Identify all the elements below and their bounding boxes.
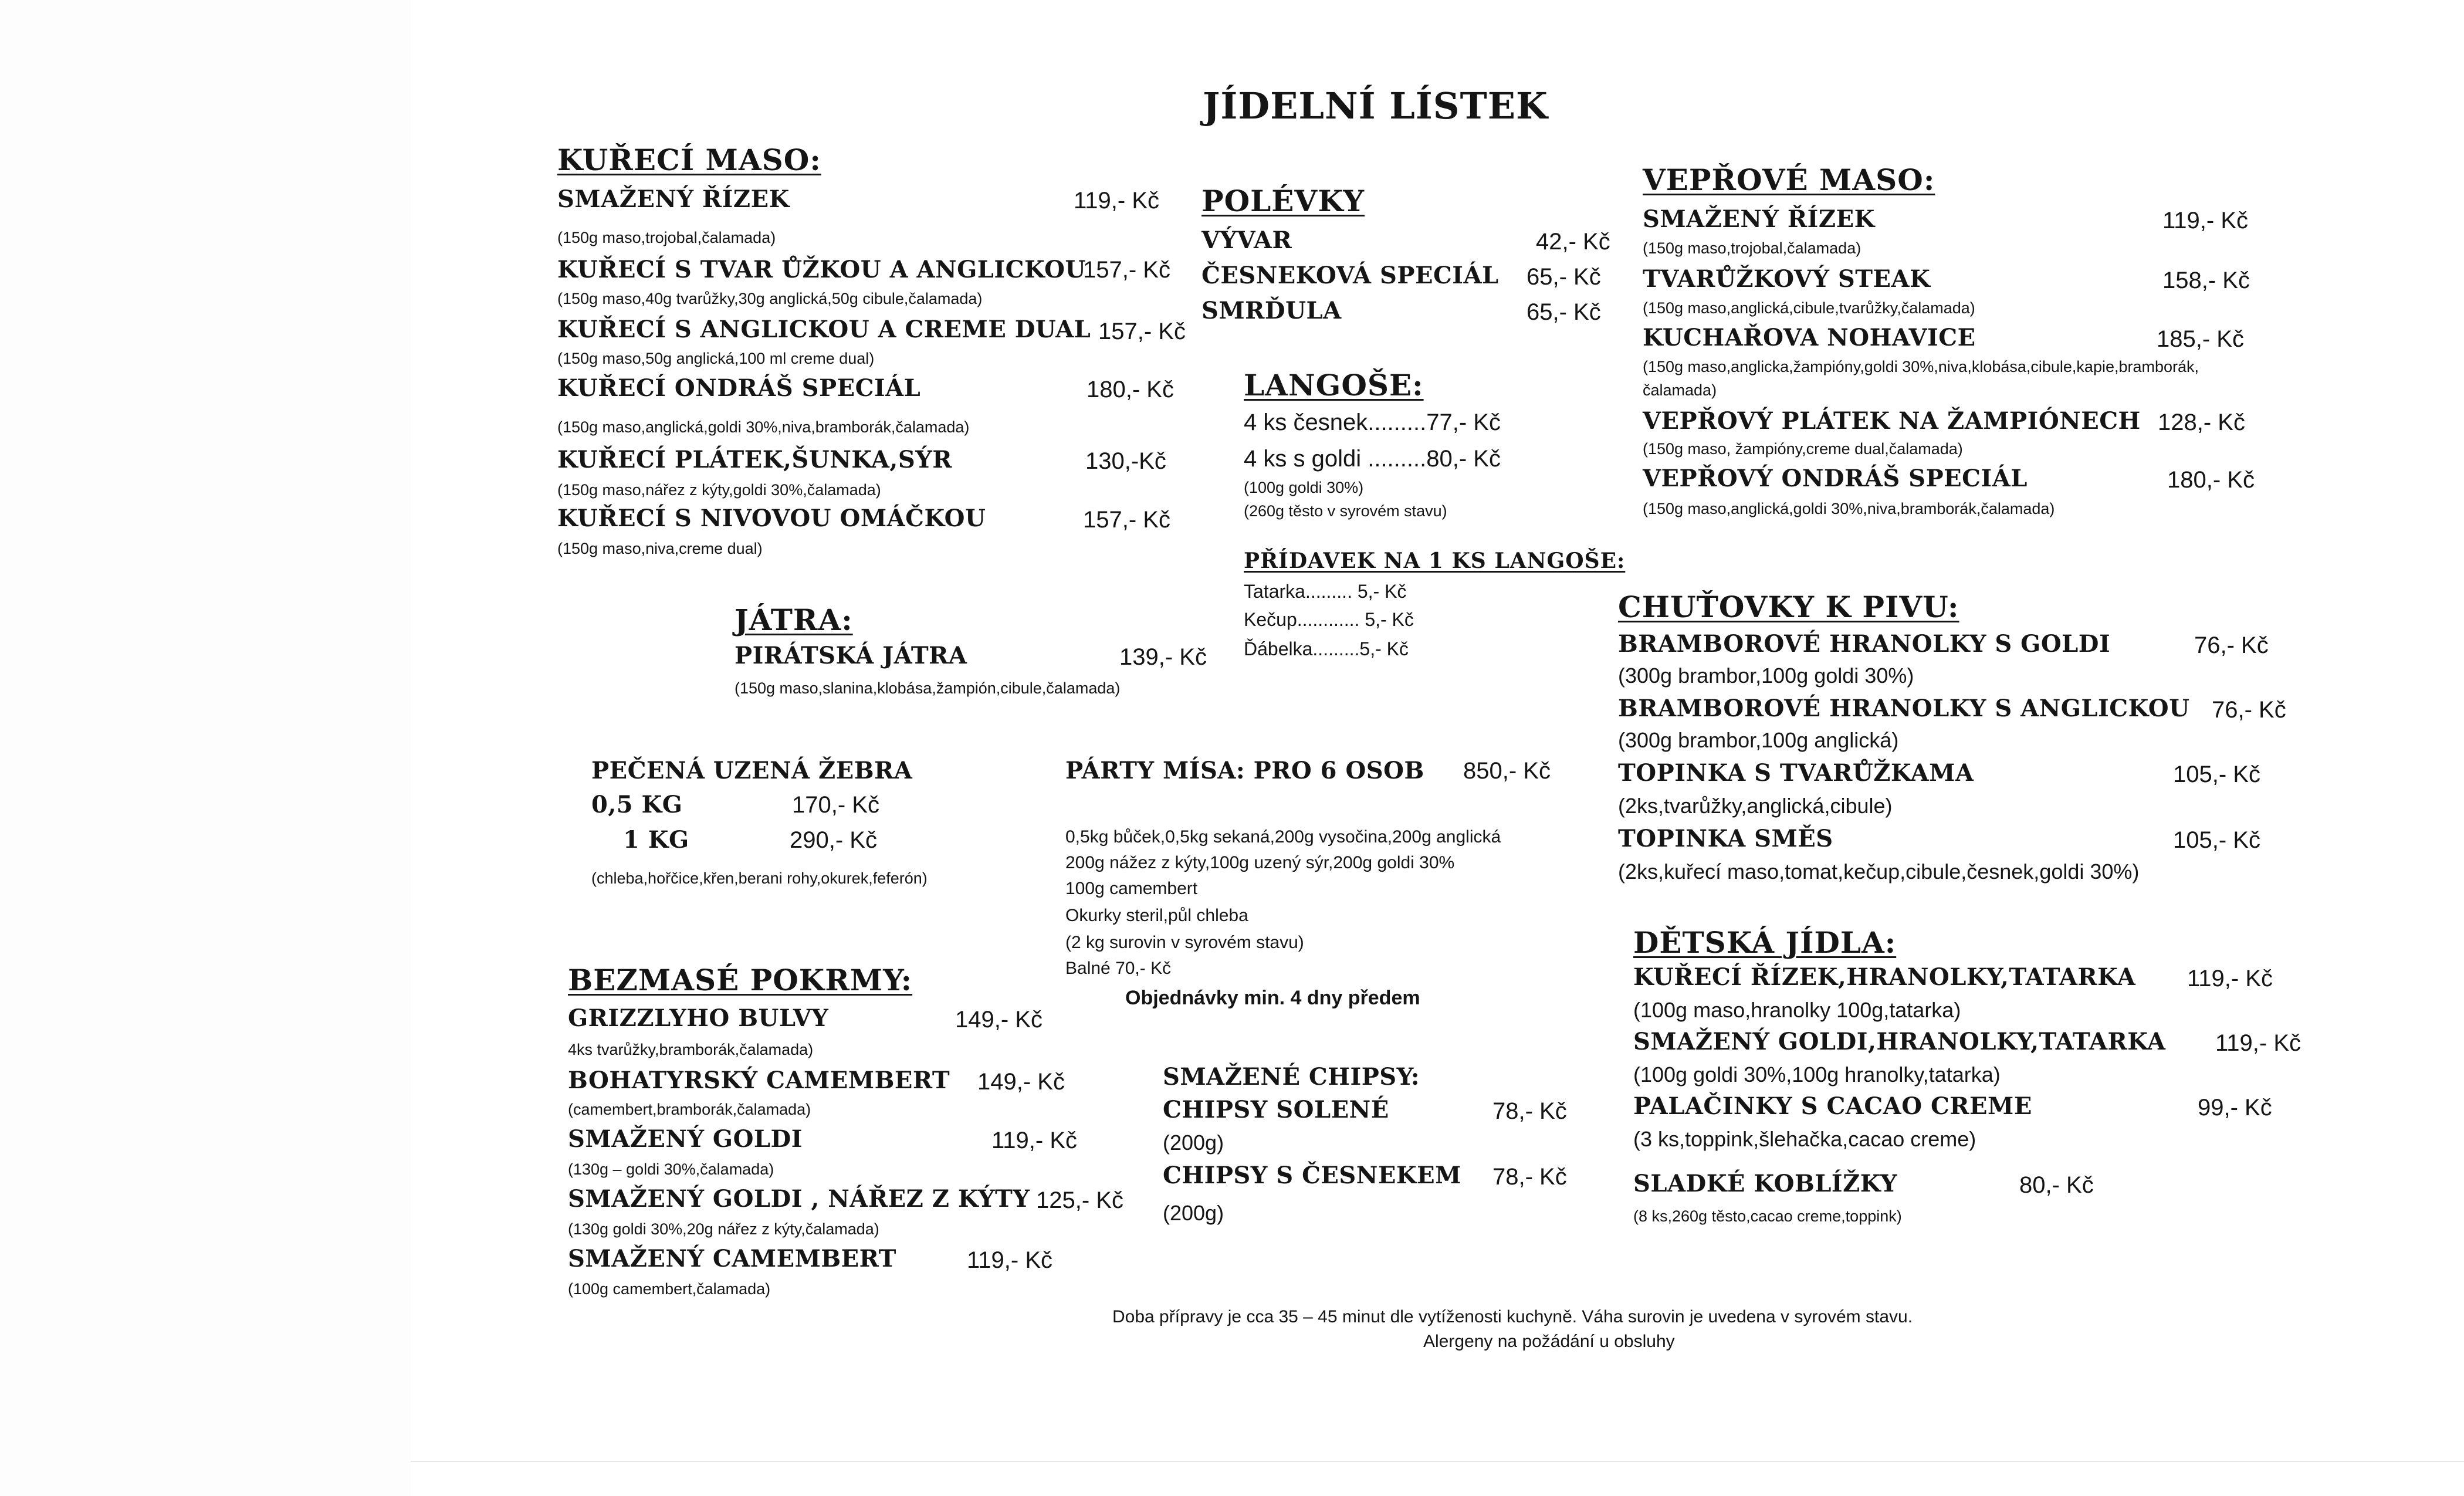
menu-item-name: BOHATYRSKÝ CAMEMBERT (568, 1067, 950, 1094)
section-heading-langose: LANGOŠE: (1244, 368, 1424, 402)
party-line: 200g nážez z kýty,100g uzený sýr,200g goldi 30% (1065, 853, 1455, 872)
menu-item-desc: (150g maso,anglicka,žampióny,goldi 30%,niva,klobása,cibule,kapie,bramborák, (1643, 358, 2199, 375)
menu-item-name: TOPINKA S TVARŮŽKAMA (1618, 759, 1974, 787)
section-heading-zebra: PEČENÁ UZENÁ ŽEBRA (591, 757, 913, 784)
menu-item-price: 78,- Kč (1492, 1164, 1567, 1190)
menu-item-price: 105,- Kč (2173, 761, 2260, 787)
menu-item-name: ČESNEKOVÁ SPECIÁL (1201, 262, 1499, 289)
menu-item-price: 119,- Kč (2215, 1030, 2301, 1056)
menu-item-price: 80,- Kč (2019, 1172, 2094, 1198)
menu-item-name: TVARŮŽKOVÝ STEAK (1643, 265, 1931, 293)
menu-item-price: 157,- Kč (1083, 507, 1170, 533)
menu-item-name: SMAŽENÝ GOLDI , NÁŘEZ Z KÝTY (568, 1185, 1030, 1213)
menu-item-price: 139,- Kč (1119, 644, 1207, 670)
langose-desc: (260g těsto v syrovém stavu) (1244, 502, 1447, 520)
menu-item-desc: (150g maso,slanina,klobása,žampión,cibule,čalamada) (735, 679, 1121, 697)
menu-item-desc: (150g maso,50g anglická,100 ml creme dual) (557, 350, 875, 367)
footer-allergens: Alergeny na požádání u obsluhy (1423, 1332, 1675, 1351)
menu-item-name: KUCHAŘOVA NOHAVICE (1643, 324, 1976, 351)
section-heading-chipsy: SMAŽENÉ CHIPSY: (1163, 1063, 1420, 1091)
menu-item-price: 119,- Kč (991, 1128, 1077, 1153)
menu-item-name: KUŘECÍ ONDRÁŠ SPECIÁL (557, 374, 921, 402)
menu-item-price: 42,- Kč (1536, 229, 1610, 255)
menu-item-price: 180,- Kč (1087, 377, 1174, 402)
section-heading-addons: PŘÍDAVEK NA 1 KS LANGOŠE: (1244, 549, 1626, 573)
menu-item-desc: (100g goldi 30%,100g hranolky,tatarka) (1633, 1062, 2001, 1087)
menu-item-name: VEPŘOVÝ PLÁTEK NA ŽAMPIÓNECH (1643, 407, 2141, 435)
addon-item: Ďábelka.........5,- Kč (1244, 638, 1409, 659)
menu-item-desc: (130g goldi 30%,20g nářez z kýty,čalamada) (568, 1220, 879, 1238)
section-heading-chutovky: CHUŤOVKY K PIVU: (1618, 590, 1959, 624)
section-heading-bezmase: BEZMASÉ POKRMY: (568, 963, 913, 997)
menu-item-price: 78,- Kč (1492, 1098, 1567, 1124)
langose-line: 4 ks s goldi .........80,- Kč (1244, 446, 1501, 472)
menu-item-price: 119,- Kč (1074, 188, 1159, 214)
menu-item-price: 185,- Kč (2157, 326, 2244, 352)
menu-item-desc: (camembert,bramborák,čalamada) (568, 1101, 811, 1118)
addon-item: Kečup............ 5,- Kč (1244, 609, 1414, 630)
menu-item-price: 149,- Kč (955, 1007, 1043, 1033)
menu-item-desc: (150g maso,anglická,goldi 30%,niva,bramborák,čalamada) (1643, 500, 2055, 517)
addon-item: Tatarka......... 5,- Kč (1244, 581, 1407, 602)
menu-item-price: 180,- Kč (2167, 467, 2255, 493)
menu-item-name: PALAČINKY S CACAO CREME (1633, 1092, 2032, 1120)
menu-item-desc: (200g) (1163, 1131, 1224, 1155)
menu-item-desc: (2ks,kuřecí maso,tomat,kečup,cibule,česnek,goldi 30%) (1618, 859, 2140, 884)
menu-item-price: 105,- Kč (2173, 827, 2260, 853)
menu-item-name: KUŘECÍ PLÁTEK,ŠUNKA,SÝR (557, 446, 953, 473)
party-line: Balné 70,- Kč (1065, 959, 1172, 978)
langose-desc: (100g goldi 30%) (1244, 479, 1364, 496)
menu-item-name: SLADKÉ KOBLÍŽKY (1633, 1170, 1898, 1197)
menu-item-price: 157,- Kč (1098, 319, 1186, 344)
menu-item-price: 65,- Kč (1527, 264, 1601, 290)
section-heading-jatra: JÁTRA: (735, 603, 853, 637)
menu-item-desc: (150g maso, žampióny,creme dual,čalamada) (1643, 440, 1963, 458)
menu-item-price: 128,- Kč (2158, 409, 2245, 435)
zebra-desc: (chleba,hořčice,křen,berani rohy,okurek,feferón) (591, 869, 928, 887)
menu-item-name: KUŘECÍ ŘÍZEK,HRANOLKY,TATARKA (1633, 963, 2136, 991)
section-heading-party: PÁRTY MÍSA: PRO 6 OSOB (1065, 757, 1424, 784)
scan-edge-line (411, 1461, 2464, 1462)
menu-item-name: SMAŽENÝ CAMEMBERT (568, 1245, 896, 1272)
menu-item-desc: (3 ks,toppink,šlehačka,cacao creme) (1633, 1127, 1976, 1151)
zebra-size: 0,5 KG (591, 791, 683, 818)
menu-item-price: 130,-Kč (1085, 448, 1166, 474)
scan-margin (0, 0, 411, 1496)
menu-item-desc: (130g – goldi 30%,čalamada) (568, 1160, 774, 1178)
party-order-note: Objednávky min. 4 dny předem (1125, 987, 1420, 1009)
menu-item-desc: čalamada) (1643, 381, 1717, 399)
menu-item-price: 99,- Kč (2198, 1095, 2272, 1121)
section-heading-polevky: POLÉVKY (1201, 184, 1365, 218)
menu-item-name: PIRÁTSKÁ JÁTRA (735, 642, 967, 669)
menu-item-name: VEPŘOVÝ ONDRÁŠ SPECIÁL (1643, 465, 2028, 492)
menu-page (411, 0, 2464, 1496)
menu-item-price: 158,- Kč (2162, 268, 2250, 293)
menu-item-desc: (100g maso,hranolky 100g,tatarka) (1633, 998, 1961, 1022)
menu-item-desc: (200g) (1163, 1201, 1224, 1225)
menu-item-name: CHIPSY S ČESNEKEM (1163, 1162, 1461, 1189)
menu-item-desc: (100g camembert,čalamada) (568, 1280, 771, 1298)
menu-item-price: 119,- Kč (967, 1247, 1052, 1273)
langose-line: 4 ks česnek.........77,- Kč (1244, 409, 1501, 435)
menu-item-price: 76,- Kč (2212, 697, 2286, 723)
menu-item-desc: 4ks tvarůžky,bramborák,čalamada) (568, 1041, 814, 1058)
footer-note: Doba přípravy je cca 35 – 45 minut dle vytíženosti kuchyně. Váha surovin je uvedena v syrovém stavu. (1112, 1307, 1913, 1326)
zebra-size: 1 KG (623, 826, 689, 854)
menu-item-desc: (150g maso,40g tvarůžky,30g anglická,50g cibule,čalamada) (557, 290, 983, 307)
menu-item-name: BRAMBOROVÉ HRANOLKY S GOLDI (1618, 630, 2111, 658)
party-line: 0,5kg bůček,0,5kg sekaná,200g vysočina,200g anglická (1065, 827, 1501, 847)
section-heading-kureci: KUŘECÍ MASO: (557, 143, 821, 177)
menu-item-price: 157,- Kč (1083, 257, 1170, 283)
menu-item-desc: (150g maso,anglická,cibule,tvarůžky,čalamada) (1643, 299, 1975, 317)
menu-item-name: VÝVAR (1201, 226, 1292, 254)
zebra-price: 170,- Kč (792, 792, 879, 818)
menu-item-desc: (150g maso,trojobal,čalamada) (557, 229, 776, 246)
page-title: JÍDELNÍ LÍSTEK (1203, 84, 1548, 127)
menu-item-name: SMRĎULA (1201, 297, 1342, 324)
menu-item-name: TOPINKA SMĚS (1618, 825, 1833, 852)
menu-item-name: SMAŽENÝ ŘÍZEK (1643, 205, 1875, 233)
menu-item-name: KUŘECÍ S NIVOVOU OMÁČKOU (557, 505, 986, 532)
menu-item-name: SMAŽENÝ GOLDI,HRANOLKY,TATARKA (1633, 1028, 2166, 1055)
section-heading-detska: DĚTSKÁ JÍDLA: (1633, 925, 1897, 960)
menu-item-name: SMAŽENÝ GOLDI (568, 1125, 803, 1153)
menu-item-desc: (300g brambor,100g anglická) (1618, 728, 1899, 752)
zebra-price: 290,- Kč (790, 827, 877, 853)
menu-item-desc: (150g maso,niva,creme dual) (557, 540, 763, 557)
menu-item-name: SMAŽENÝ ŘÍZEK (557, 185, 790, 213)
menu-item-desc: (150g maso,trojobal,čalamada) (1643, 239, 1861, 257)
party-line: Okurky steril,půl chleba (1065, 906, 1248, 925)
menu-item-desc: (8 ks,260g těsto,cacao creme,toppink) (1633, 1207, 1902, 1225)
menu-item-price: 125,- Kč (1036, 1187, 1123, 1213)
menu-item-price: 76,- Kč (2194, 632, 2269, 658)
menu-item-name: BRAMBOROVÉ HRANOLKY S ANGLICKOU (1618, 695, 2190, 722)
menu-item-desc: (300g brambor,100g goldi 30%) (1618, 664, 1914, 688)
menu-item-price: 119,- Kč (2187, 966, 2273, 991)
menu-item-name: KUŘECÍ S TVAR ŮŽKOU A ANGLICKOU (557, 256, 1086, 283)
menu-item-name: GRIZZLYHO BULVY (568, 1004, 829, 1032)
menu-item-desc: (150g maso,anglická,goldi 30%,niva,bramborák,čalamada) (557, 418, 970, 436)
party-line: 100g camembert (1065, 879, 1198, 898)
menu-item-name: KUŘECÍ S ANGLICKOU A CREME DUAL (557, 316, 1091, 343)
menu-item-name: CHIPSY SOLENÉ (1163, 1096, 1389, 1123)
menu-item-price: 119,- Kč (2162, 208, 2248, 233)
section-heading-veprove: VEPŘOVÉ MASO: (1643, 163, 1935, 197)
party-line: (2 kg surovin v syrovém stavu) (1065, 933, 1304, 952)
menu-item-desc: (150g maso,nářez z kýty,goldi 30%,čalamada) (557, 481, 881, 499)
menu-item-desc: (2ks,tvarůžky,anglická,cibule) (1618, 794, 1893, 818)
menu-item-price: 65,- Kč (1527, 299, 1601, 325)
party-price: 850,- Kč (1463, 758, 1551, 784)
menu-item-price: 149,- Kč (977, 1069, 1065, 1095)
